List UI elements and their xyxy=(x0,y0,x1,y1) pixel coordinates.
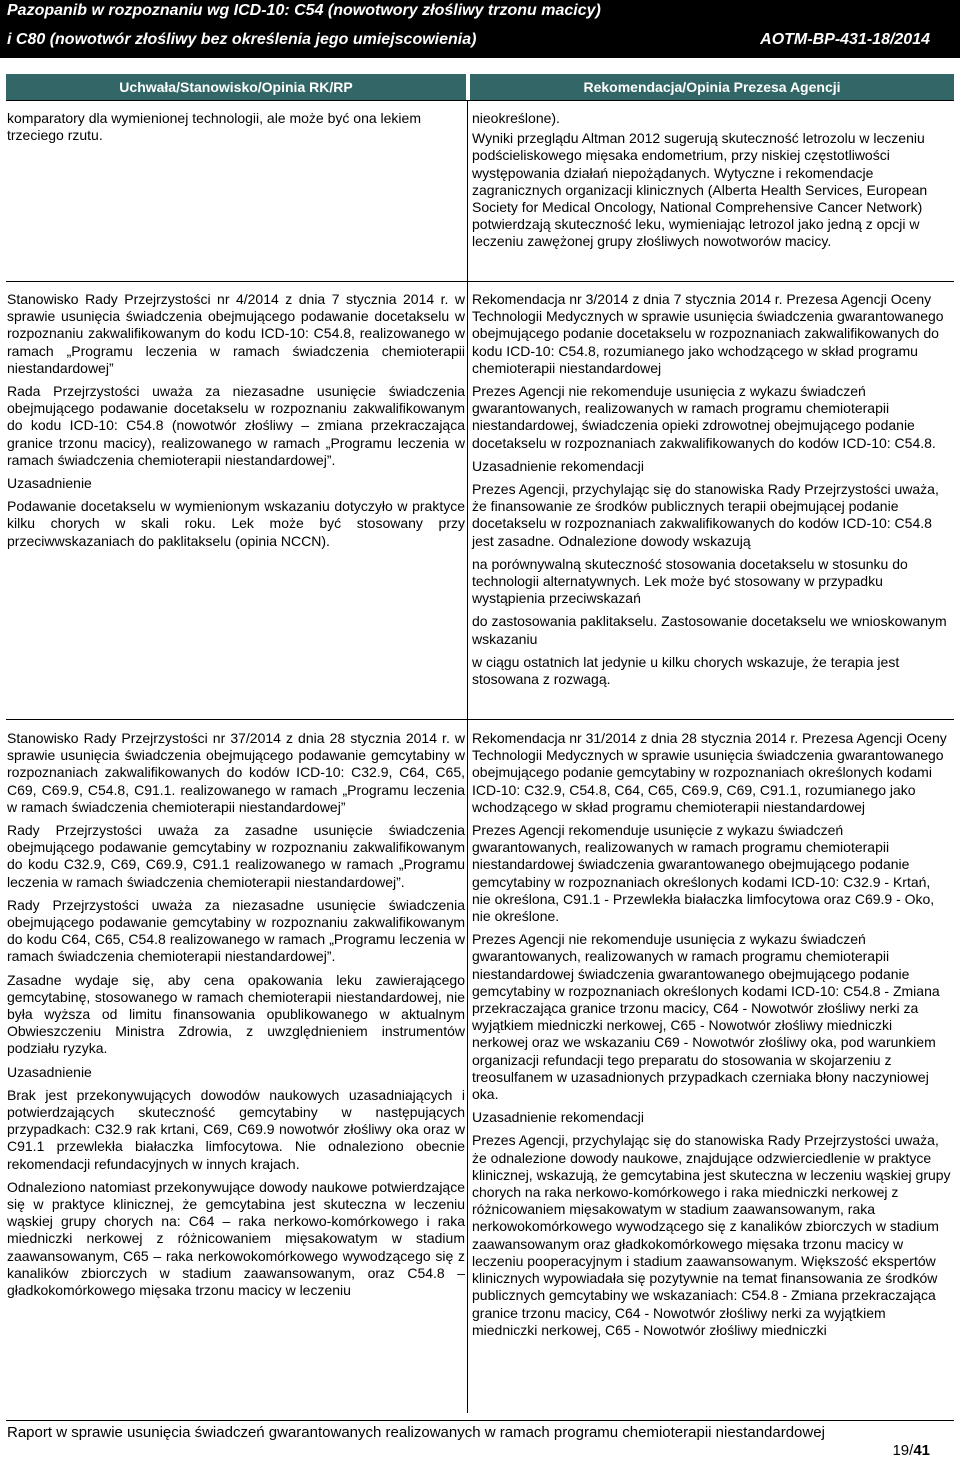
header-title-line1: Pazopanib w rozpoznaniu wg ICD-10: C54 (nowotwory złośliwy trzonu macicy) xyxy=(7,2,601,19)
row1-right-p2: Wyniki przeglądu Altman 2012 sugerują skuteczność letrozolu w leczeniu podścieliskowego mięsaka endometrium, przy niskiej częstotliwości występowania działań niepożądanych. Wytyczne i rekomendacje zagranicznych organizacji klinicznych (Alberta Health Services, European Society for Medical Oncology, National Comprehensive Cancer Network) potwierdzają skuteczność leku, wymieniając letrozol jako jedną z opcji w leczeniu zawężonej grupy złośliwych nowotworów macicy. xyxy=(472,130,928,250)
row2-right-heading: Uzasadnienie rekomendacji xyxy=(472,457,644,474)
row3-right-heading: Uzasadnienie rekomendacji xyxy=(472,1109,644,1126)
row2-right-p: do zastosowania paklitakselu. Zastosowanie docetakselu we wnioskowanym wskazaniu xyxy=(472,613,947,647)
row3-right-p: Prezes Agencji rekomenduje usunięcie z wykazu świadczeń gwarantowanych, realizowanych w ramach programu chemioterapii niestandardowej świadczenia gwarantowanego obejmującego podanie gemcytabiny w rozpoznaniach określonych kodami ICD-10: C32.9 - Krtań, nie określona, C91.1 - Przewlekła białaczka limfocytowa oraz C69.9 - Oko, nie określone. xyxy=(472,822,935,925)
footer-divider xyxy=(6,1420,954,1421)
row3-left-p: Odnaleziono natomiast przekonywujące dowody naukowe potwierdzające się w praktyce klinicznej, że gemcytabina jest skuteczna w leczeniu wąskiej grupy chorych na: C64 – raka nerkowo-komórkowego i raka miedniczki nerkowej z różnicowaniem mięsakowatym w stadium zaawansowanym, C65 – raka nerkowokomórkowego wywodzącego się z kanalików zbiorczych w stadium zaawansowanym, oraz C54.8 – gładkokomórkowego mięsaka trzonu macicy w leczeniu xyxy=(7,1178,465,1299)
row1-left-cell xyxy=(7,110,465,150)
row3-right-p: Prezes Agencji, przychylając się do stanowiska Rady Przejrzystości uważa, że odnalezione dowody naukowe, znajdujące odzwierciedlenie w praktyce klinicznej, wskazują, że gemcytabina jest skuteczna w leczeniu wąskiej grupy chorych na raka nerkowo-komórkowego i raka miedniczki nerkowej z różnicowaniem mięsakowatym w stadium zaawansowanym, raka nerkowokomórkowego wywodzącego się z kanalików zbiorczych w stadium zaawansowanym oraz gładkokomórkowego mięsaka trzonu macicy w leczeniu pooperacyjnym i stadium zaawansowanym. Większość ekspertów klinicznych wypowiadała się pozytywnie na temat finansowania ze środków publicznych gemcytabiny we wskazaniach: C54.8 - Zmiana przekraczająca granice trzonu macicy, C64 - Nowotwór złośliwy nerki za wyjątkiem miedniczki nerkowej, C65 - Nowotwór złośliwy miedniczki xyxy=(472,1132,951,1338)
row-divider xyxy=(6,281,954,282)
row-divider xyxy=(6,719,954,720)
row3-left-heading: Uzasadnienie xyxy=(7,1063,92,1080)
page-total: 41 xyxy=(913,1442,930,1459)
row2-right-cell xyxy=(472,291,952,694)
document-header xyxy=(0,0,960,58)
row3-left-p: Rady Przejrzystości uważa za niezasadne usunięcie świadczenia obejmującego podawanie gemcytabiny w rozpoznaniu zakwalifikowanym do kodu C64, C65, C54.8 realizowanego w ramach „Programu leczenia w ramach świadczenia chemioterapii niestandardowej”. xyxy=(7,896,465,965)
header-doc-id: AOTM-BP-431-18/2014 xyxy=(760,31,930,48)
row2-left-p: Podawanie docetakselu w wymienionym wskazaniu dotyczyło w praktyce kilku chorych w skali roku. Lek może być stosowany przy przeciwwskazaniach do paklitakselu (opinia NCCN). xyxy=(7,498,465,549)
row3-left-cell xyxy=(7,730,465,1305)
footer-text: Raport w sprawie usunięcia świadczeń gwarantowanych realizowanych w ramach programu chemioterapii niestandardowej xyxy=(7,1424,825,1441)
column-header-right: Rekomendacja/Opinia Prezesa Agencji xyxy=(470,74,954,101)
row2-right-p: Rekomendacja nr 3/2014 z dnia 7 stycznia 2014 r. Prezesa Agencji Oceny Technologii Medycznych w sprawie usunięcia świadczenia gwarantowanego obejmującego podanie docetakselu w rozpoznaniach zakwalifikowanych do kodu ICD-10: C54.8, rozumianego jako wchodzącego w skład programu chemioterapii niestandardowej xyxy=(472,291,944,376)
row1-right-cell xyxy=(472,110,952,257)
row2-right-p: na porównywalną skuteczność stosowania docetakselu w stosunku do technologii alternatywnych. Lek może być stosowany w przypadku wystąpienia przeciwskazań xyxy=(472,555,908,607)
row2-left-p: Stanowisko Rady Przejrzystości nr 4/2014 z dnia 7 stycznia 2014 r. w sprawie usunięcia świadczenia obejmującego podawanie docetakselu w rozpoznaniu zakwalifikowanym do kodu ICD-10: C54.8, realizowanego w ramach „Programu leczenia w ramach świadczenia chemioterapii niestandardowej” xyxy=(7,291,465,376)
row3-left-p: Rady Przejrzystości uważa za zasadne usunięcie świadczenia obejmującego podawanie gemcytabiny w rozpoznaniu zakwalifikowanym do kodu C32.9, C69, C69.9, C91.1 realizowanego w ramach „Programu leczenia w ramach świadczenia chemioterapii niestandardowej”. xyxy=(7,822,465,890)
row3-right-p: Prezes Agencji nie rekomenduje usunięcia z wykazu świadczeń gwarantowanych, realizowanych w ramach programu chemioterapii niestandardowej świadczenia gwarantowanego obejmującego podanie gemcytabiny w rozpoznaniach określonych kodami ICD-10: C54.8 - Zmiana przekraczająca granice trzonu macicy, C64 - Nowotwór złośliwy nerki za wyjątkiem miedniczki nerkowej, C65 - Nowotwór złośliwy miedniczki nerkowej oraz we wskazaniu C69 - Nowotwór złośliwy oka, pod warunkiem organizacji refundacji tego preparatu do stosowania w skojarzeniu z treosulfanem w uzasadnionych przypadkach czerniaka błony naczyniowej oka. xyxy=(472,931,940,1103)
row-divider xyxy=(6,100,954,101)
row2-left-heading: Uzasadnienie xyxy=(7,475,92,492)
row2-right-p: Prezes Agencji nie rekomenduje usunięcia z wykazu świadczeń gwarantowanych, realizowanych w ramach programu chemioterapii niestandardowej, świadczenia opieki zdrowotnej obejmującego podanie docetakselu w rozpoznaniach zakwalifikowanych do kodów ICD-10: C54.8. xyxy=(472,383,936,451)
page-current: 19 xyxy=(892,1442,910,1459)
row3-left-p: Brak jest przekonywujących dowodów naukowych uzasadniających i potwierdzających skuteczność gemcytabiny w następujących przypadkach: C32.9 rak krtani, C69, C69.9 nowotwór złośliwy oka oraz w C91.1 przewlekła białaczka limfocytowa. Nie odnaleziono obecnie rekomendacji refundacyjnych w innych krajach. xyxy=(7,1086,465,1172)
header-title-line2: i C80 (nowotwór złośliwy bez określenia jego umiejscowienia) xyxy=(7,31,477,48)
row2-right-p: w ciągu ostatnich lat jedynie u kilku chorych wskazuje, że terapia jest stosowana z rozwagą. xyxy=(472,653,900,688)
column-divider xyxy=(467,100,468,1413)
row3-left-p: Zasadne wydaje się, aby cena opakowania leku zawierającego gemcytabinę, stosowanego w ramach chemioterapii niestandardowej, nie była wyższa od limitu finansowania opublikowanego w aktualnym Obwieszczeniu Ministra Zdrowia, z uwzględnieniem instrumentów podziału ryzyka. xyxy=(7,971,465,1057)
row3-right-p: Rekomendacja nr 31/2014 z dnia 28 stycznia 2014 r. Prezesa Agencji Oceny Technologii Medycznych w sprawie usunięcia świadczenia gwarantowanego obejmującego podanie gemcytabiny w rozpoznaniach określonych kodami ICD-10: C32.9, C54.8, C64, C65, C69.9, C69, C91.1, rozumianego jako wchodzącego w skład programu chemioterapii niestandardowej xyxy=(472,730,947,815)
row2-left-p: Rada Przejrzystości uważa za niezasadne usunięcie świadczenia obejmującego podawanie docetakselu w rozpoznaniu zakwalifikowanym do kodu ICD-10: C54.8 (nowotwór złośliwy – zmiana przekraczająca granice trzonu macicy), realizowanego w ramach „Programu leczenia w ramach świadczenia chemioterapii niestandardowej”. xyxy=(7,383,465,468)
column-header-left: Uchwała/Stanowisko/Opinia RK/RP xyxy=(6,74,466,101)
row2-left-cell xyxy=(7,291,465,556)
row2-right-p: Prezes Agencji, przychylając się do stanowiska Rady Przejrzystości uważa, że finansowanie ze środków publicznych terapii obejmującej podanie docetakselu w rozpoznaniach zakwalifikowanych do kodów ICD-10: C54.8 jest zasadne. Odnalezione dowody wskazują xyxy=(472,481,939,549)
row3-right-cell xyxy=(472,730,952,1345)
row3-left-p: Stanowisko Rady Przejrzystości nr 37/2014 z dnia 28 stycznia 2014 r. w sprawie usunięcia świadczenia obejmującego podawanie gemcytabiny w rozpoznaniach zakwalifikowanych do kodów ICD-10: C32.9, C64, C65, C69, C69.9, C54.8, C91.1. realizowanego w ramach „Programu leczenia w ramach świadczenia chemioterapii niestandardowej” xyxy=(7,730,465,815)
row1-left-text: komparatory dla wymienionej technologii, ale może być ona lekiem trzeciego rzutu. xyxy=(7,110,421,144)
row1-right-p1: nieokreślone). xyxy=(472,110,560,126)
page-number: 19/41 xyxy=(892,1442,930,1459)
